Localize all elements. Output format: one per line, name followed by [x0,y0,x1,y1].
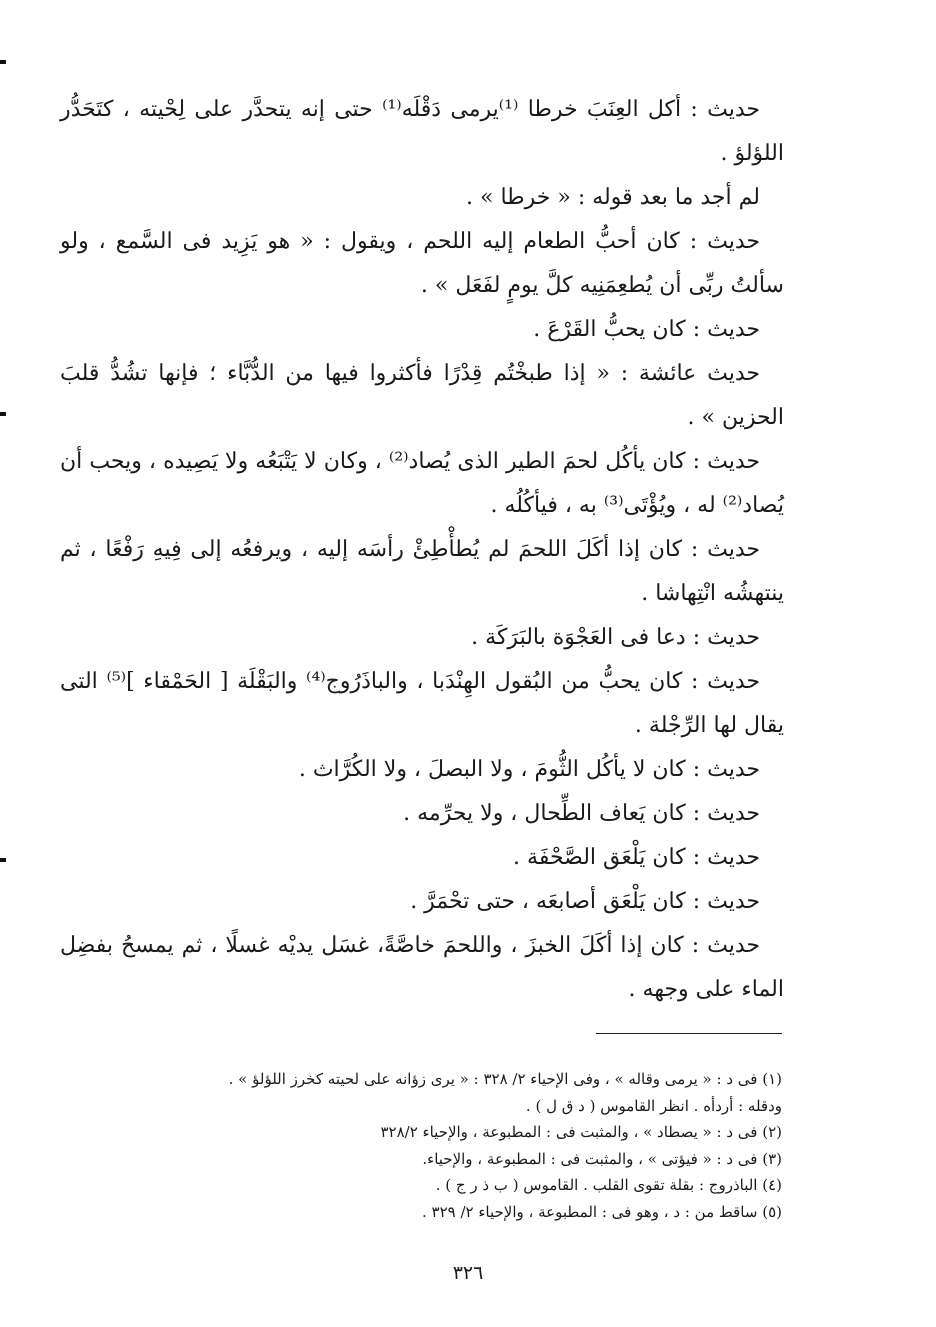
hadith-paragraph-12: حديث : كان يَلْعَق أصابعَه ، حتى تحْمَرَّ . [410,889,760,914]
footnote-5: (٥) ساقط من : د ، وهو فى : المطبوعة ، والإحياء ٢/ ٣٢٩ . [421,1202,782,1221]
footnote-1-continuation: ودقله : أردأه . انظر القاموس ( د ق ل ) . [525,1096,782,1115]
hadith-paragraph-8: حديث : كان يحبُّ من البُقول الهِنْدَبا ، والباذَرُوج⁽⁴⁾ والبَقْلَة [ الحَمْقاء ]⁽⁵⁾ التى يقال لها الرِّجْلة . [60,669,784,738]
footnote-1: (١) فى د : « يرمى وقاله » ، وفى الإحياء ٢/ ٣٢٨ : « يرى زؤانه على لحيته كخرز اللؤلؤ » . [228,1070,782,1088]
footnote-4: (٤) الباذروج : بقلة تقوى القلب . القاموس ( ب ذ ر ج ) . [435,1176,782,1194]
scan-edge-mark [0,60,6,64]
hadith-paragraph-2: حديث : كان أحبُّ الطعام إليه اللحم ، ويقول : « هو يَزِيد فى السَّمع ، ولو سألتُ ربِّى أن يُطعِمَنِيه كلَّ يومٍ لفَعَل » . [60,229,784,298]
hadith-paragraph-10: حديث : كان يَعاف الطِّحال ، ولا يحرِّمه . [403,801,760,826]
main-text [60,88,784,1012]
footnotes [120,1066,782,1225]
hadith-paragraph-3: حديث : كان يحبُّ القَرْعَ . [533,317,760,342]
scan-edge-mark [0,858,6,862]
hadith-paragraph-7: حديث : دعا فى العَجْوَة بالبَرَكَة . [471,625,760,650]
commentary-paragraph: لم أجد ما بعد قوله : « خرطا » . [466,185,760,210]
hadith-paragraph-9: حديث : كان لا يأكُل الثُّومَ ، ولا البصلَ ، ولا الكُرَّاث . [298,757,760,782]
hadith-paragraph-1: حديث : أكل العِنَبَ خرطا ⁽¹⁾يرمى دَقْلَه⁽¹⁾ حتى إنه يتحدَّر على لِحْيته ، كتَحَدُّر اللؤلؤ . [60,97,784,166]
page-number: ٣٢٦ [452,1262,484,1284]
hadith-paragraph-11: حديث : كان يَلْعَق الصَّحْفَة . [513,845,760,870]
hadith-paragraph-4: حديث عائشة : « إذا طبخْتُم قِدْرًا فأكثروا فيها من الدُّبَّاء ؛ فإنها تشُدُّ قلبَ الحزين » . [60,361,784,430]
hadith-paragraph-5: حديث : كان يأكُل لحمَ الطير الذى يُصاد⁽²⁾ ، وكان لا يَتْبَعُه ولا يَصِيده ، ويحب أن يُصاد⁽²⁾ له ، ويُؤْتَى⁽³⁾ به ، فيأكُلُه . [60,449,784,518]
footnote-2: (٢) فى د : « يصطاد » ، والمثبت فى : المطبوعة ، والإحياء ٣٢٨/٢ [380,1123,782,1141]
hadith-paragraph-13: حديث : كان إذا أكَلَ الخبزَ ، واللحمَ خاصَّةً، غسَل يديْه غسلًا ، ثم يمسحُ بفضِل الماء على وجهه . [60,933,784,1002]
footnote-3: (٣) فى د : « فيؤتى » ، والمثبت فى : المطبوعة ، والإحياء. [422,1149,782,1168]
hadith-paragraph-6: حديث : كان إذا أكَلَ اللحمَ لم يُطأْطِئْ رأسَه إليه ، ويرفعُه إلى فِيهِ رَفْعًا ، ثم ينتهشُه انْتِهاشا . [60,537,784,606]
scan-edge-mark [0,412,6,416]
footnote-divider [596,1033,782,1034]
